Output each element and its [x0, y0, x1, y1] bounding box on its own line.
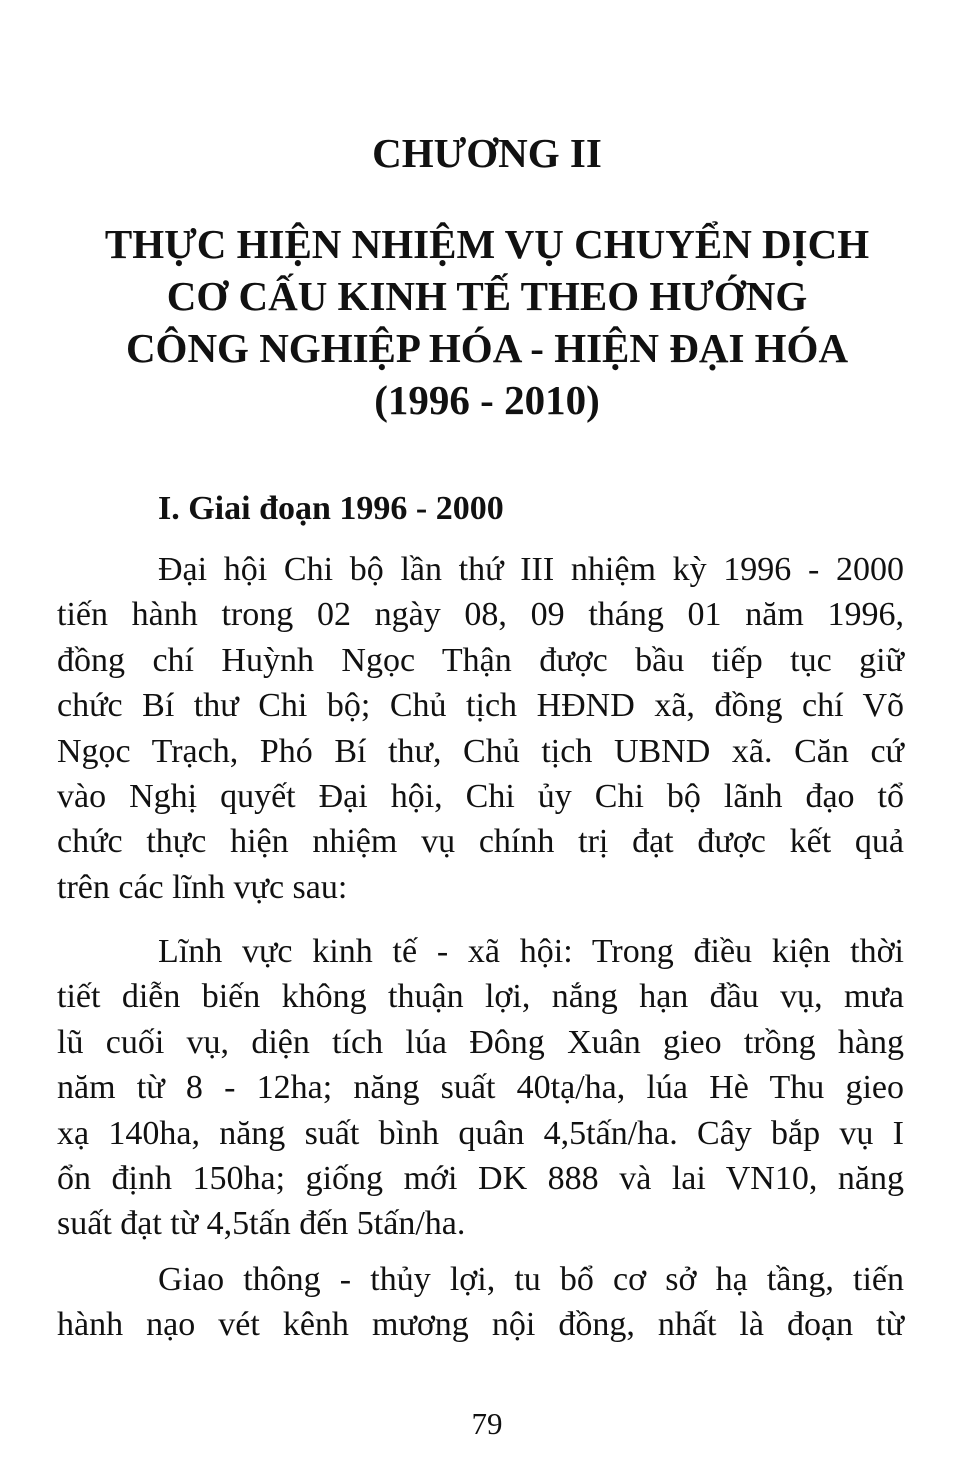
chapter-title-line: CÔNG NGHIỆP HÓA - HIỆN ĐẠI HÓA [125, 325, 849, 371]
chapter-title-years: (1996 - 2010) [374, 377, 600, 423]
paragraph-line: chức thực hiện nhiệm vụ chính trị đạt được kết quả [57, 823, 904, 861]
paragraph-line: vào Nghị quyết Đại hội, Chi ủy Chi bộ lãnh đạo tổ [57, 777, 904, 815]
paragraph-3 [57, 1257, 904, 1348]
chapter-heading: CHƯƠNG II [372, 130, 602, 176]
paragraph-line: Đại hội Chi bộ lần thứ III nhiệm kỳ 1996 - 2000 [158, 551, 904, 588]
paragraph-line: Lĩnh vực kinh tế - xã hội: Trong điều kiện thời [158, 933, 904, 970]
chapter-title [40, 218, 934, 426]
paragraph-line: trên các lĩnh vực sau: [57, 868, 348, 906]
paragraph-line: lũ cuối vụ, diện tích lúa Đông Xuân gieo trồng hàng [57, 1023, 904, 1061]
section-heading: I. Giai đoạn 1996 - 2000 [158, 490, 504, 527]
chapter-title-line: THỰC HIỆN NHIỆM VỤ CHUYỂN DỊCH [104, 221, 870, 267]
page-number: 79 [471, 1406, 503, 1441]
paragraph-2 [57, 929, 904, 1247]
paragraph-line: suất đạt từ 4,5tấn đến 5tấn/ha. [57, 1205, 466, 1243]
paragraph-line: ổn định 150ha; giống mới DK 888 và lai VN10, năng [57, 1159, 904, 1197]
paragraph-line: Giao thông - thủy lợi, tu bổ cơ sở hạ tầng, tiến [158, 1261, 904, 1298]
paragraph-line: Ngọc Trạch, Phó Bí thư, Chủ tịch UBND xã. Căn cứ [57, 732, 904, 770]
paragraph-line: xạ 140ha, năng suất bình quân 4,5tấn/ha. Cây bắp vụ I [57, 1114, 904, 1152]
paragraph-line: tiết diễn biến không thuận lợi, nắng hạn đầu vụ, mưa [57, 978, 904, 1016]
paragraph-line: chức Bí thư Chi bộ; Chủ tịch HĐND xã, đồng chí Võ [57, 687, 904, 725]
chapter-title-line: CƠ CẤU KINH TẾ THEO HƯỚNG [166, 273, 808, 319]
paragraph-line: năm từ 8 - 12ha; năng suất 40tạ/ha, lúa Hè Thu gieo [57, 1069, 904, 1107]
paragraph-line: tiến hành trong 02 ngày 08, 09 tháng 01 năm 1996, [57, 596, 904, 634]
paragraph-1 [57, 547, 904, 910]
paragraph-line: đồng chí Huỳnh Ngọc Thận được bầu tiếp tục giữ [57, 641, 904, 679]
paragraph-line: hành nạo vét kênh mương nội đồng, nhất là đoạn từ [57, 1306, 904, 1344]
